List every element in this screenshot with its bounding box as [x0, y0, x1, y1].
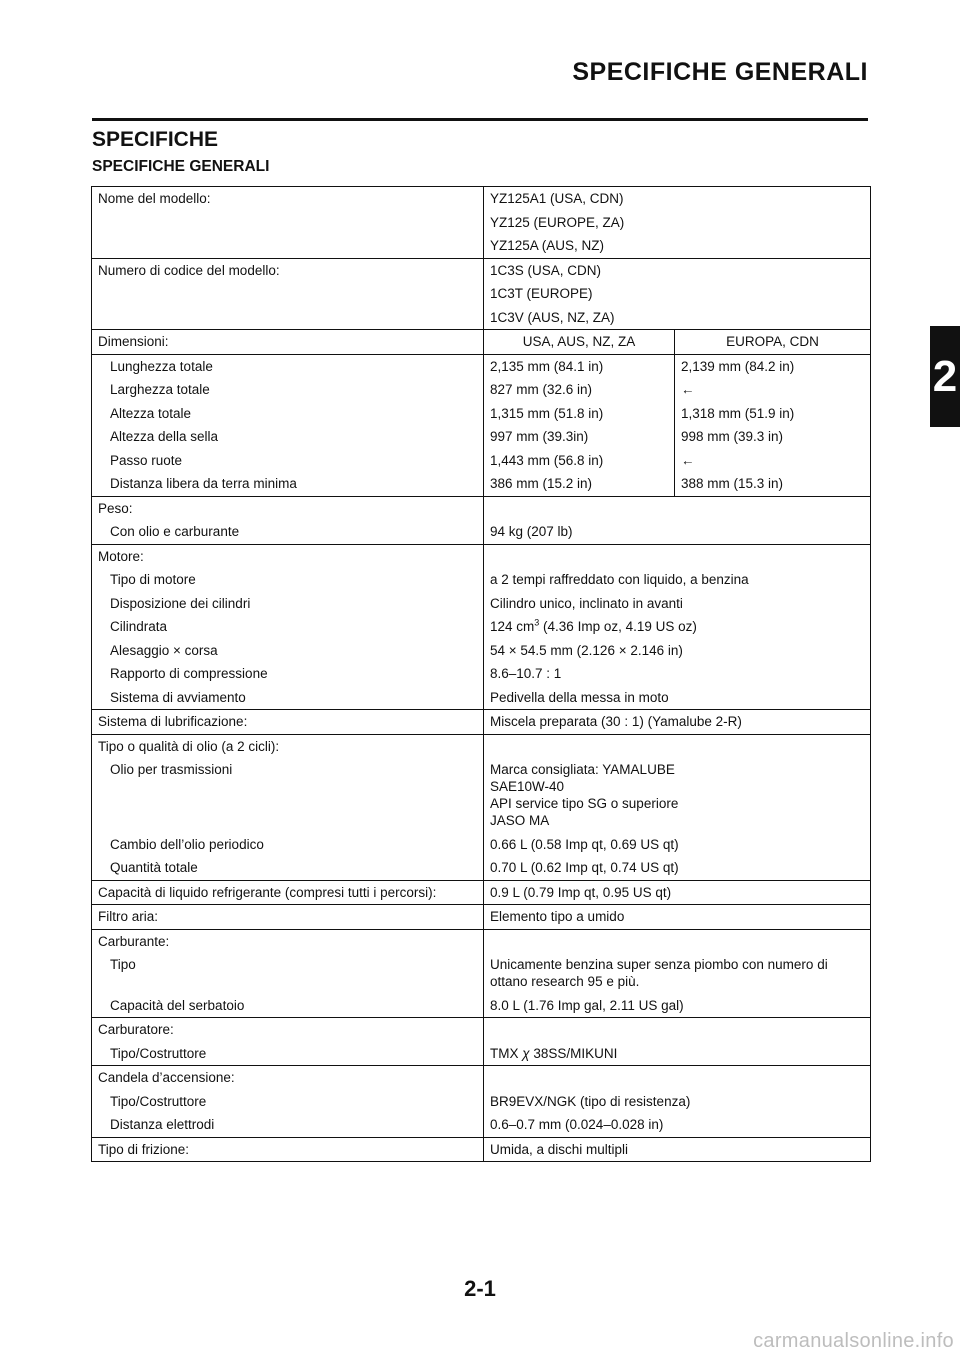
spec-sublabel: Tipo/Costruttore [92, 1090, 484, 1114]
spec-value: 8.0 L (1.76 Imp gal, 2.11 US gal) [484, 994, 871, 1018]
table-row [92, 710, 871, 735]
table-row [92, 856, 871, 880]
spec-sublabel: Lunghezza totale [92, 354, 484, 378]
spec-value [484, 953, 871, 994]
spec-value: 386 mm (15.2 in) [484, 472, 675, 496]
spec-value [484, 1042, 871, 1066]
spec-value: BR9EVX/NGK (tipo di resistenza) [484, 1090, 871, 1114]
table-row [92, 639, 871, 663]
spec-value: YZ125 (EUROPE, ZA) [484, 211, 871, 235]
spec-sublabel: Larghezza totale [92, 378, 484, 402]
dimensions-col-b-header: EUROPA, CDN [675, 330, 871, 355]
watermark: carmanualsonline.info [753, 1330, 954, 1352]
spec-value: 94 kg (207 lb) [484, 520, 871, 544]
table-row [92, 734, 871, 758]
spec-sublabel: Con olio e carburante [92, 520, 484, 544]
carburetor-greek: χ [522, 1045, 530, 1061]
spec-sublabel: Alesaggio × corsa [92, 639, 484, 663]
spec-value: 1C3V (AUS, NZ, ZA) [484, 306, 871, 330]
spec-label: Capacità di liquido refrigerante (compresi tutti i percorsi): [92, 880, 484, 905]
spec-value: Cilindro unico, inclinato in avanti [484, 592, 871, 616]
spec-value: ← [675, 378, 871, 402]
spec-label: Filtro aria: [92, 905, 484, 930]
table-row [92, 258, 871, 282]
table-row [92, 758, 871, 833]
spec-value [484, 758, 871, 833]
table-row [92, 330, 871, 355]
spec-sublabel: Altezza totale [92, 402, 484, 426]
dimensions-col-a-header: USA, AUS, NZ, ZA [484, 330, 675, 355]
spec-label: Carburante: [92, 929, 484, 953]
spec-sublabel: Capacità del serbatoio [92, 994, 484, 1018]
oil-line: API service tipo SG o superiore [490, 796, 679, 811]
spec-sublabel: Altezza della sella [92, 425, 484, 449]
spec-label: Motore: [92, 544, 484, 568]
section-subtitle: SPECIFICHE GENERALI [92, 158, 270, 175]
header-title: SPECIFICHE GENERALI [572, 58, 868, 86]
spec-value: YZ125A (AUS, NZ) [484, 234, 871, 258]
spec-label: Tipo o qualità di olio (a 2 cicli): [92, 734, 484, 758]
displacement-superscript: 3 [534, 617, 540, 628]
spec-label: Tipo di frizione: [92, 1137, 484, 1162]
table-row [92, 615, 871, 639]
table-row [92, 496, 871, 520]
table-row [92, 1066, 871, 1090]
spec-sublabel: Rapporto di compressione [92, 662, 484, 686]
table-row [92, 662, 871, 686]
carburetor-value-suffix: 38SS/MIKUNI [529, 1045, 618, 1061]
spec-label: Peso: [92, 496, 484, 520]
table-row [92, 402, 871, 426]
section-title: SPECIFICHE [92, 128, 219, 151]
spec-value: 2,139 mm (84.2 in) [675, 354, 871, 378]
table-row [92, 425, 871, 449]
table-row [92, 449, 871, 473]
table-row [92, 1113, 871, 1137]
header-rule [92, 118, 868, 121]
spec-value: 827 mm (32.6 in) [484, 378, 675, 402]
table-row [92, 953, 871, 994]
spec-value: ← [675, 449, 871, 473]
table-row [92, 520, 871, 544]
spec-value: Miscela preparata (30 : 1) (Yamalube 2-R) [484, 710, 871, 735]
spec-value: 1,443 mm (56.8 in) [484, 449, 675, 473]
spec-value: 0.66 L (0.58 Imp qt, 0.69 US qt) [484, 833, 871, 857]
table-row [92, 211, 871, 235]
spec-value: 1C3T (EUROPE) [484, 282, 871, 306]
spec-value: 997 mm (39.3in) [484, 425, 675, 449]
spec-sublabel: Disposizione dei cilindri [92, 592, 484, 616]
spec-label: Sistema di lubrificazione: [92, 710, 484, 735]
spec-sublabel: Sistema di avviamento [92, 686, 484, 710]
spec-label: Nome del modello: [92, 187, 484, 211]
spec-value: Elemento tipo a umido [484, 905, 871, 930]
spec-table [91, 186, 871, 1162]
spec-sublabel: Tipo di motore [92, 568, 484, 592]
table-row [92, 880, 871, 905]
table-row [92, 905, 871, 930]
spec-sublabel: Tipo [92, 953, 484, 994]
table-row [92, 929, 871, 953]
oil-line: SAE10W-40 [490, 779, 565, 794]
spec-label: Dimensioni: [92, 330, 484, 355]
table-row [92, 568, 871, 592]
displacement-value: 124 cm [490, 619, 535, 634]
spec-value: 1C3S (USA, CDN) [484, 258, 871, 282]
spec-value: 998 mm (39.3 in) [675, 425, 871, 449]
table-row [92, 306, 871, 330]
spec-sublabel: Distanza elettrodi [92, 1113, 484, 1137]
spec-value: 0.6–0.7 mm (0.024–0.028 in) [484, 1113, 871, 1137]
spec-value: 388 mm (15.3 in) [675, 472, 871, 496]
spec-value: 1,315 mm (51.8 in) [484, 402, 675, 426]
displacement-value-suffix: (4.36 Imp oz, 4.19 US oz) [539, 619, 697, 634]
spec-sublabel: Cambio dell’olio periodico [92, 833, 484, 857]
spec-sublabel: Distanza libera da terra minima [92, 472, 484, 496]
spec-label: Carburatore: [92, 1018, 484, 1042]
spec-label: Candela d’accensione: [92, 1066, 484, 1090]
chapter-tab: 2 [930, 326, 960, 427]
spec-value [484, 615, 871, 639]
spec-sublabel: Olio per trasmissioni [92, 758, 484, 833]
table-row [92, 544, 871, 568]
spec-sublabel: Tipo/Costruttore [92, 1042, 484, 1066]
table-row [92, 187, 871, 211]
oil-line: JASO MA [490, 813, 550, 828]
spec-value: a 2 tempi raffreddato con liquido, a benzina [484, 568, 871, 592]
spec-value: Pedivella della messa in moto [484, 686, 871, 710]
spec-value: 1,318 mm (51.9 in) [675, 402, 871, 426]
table-row [92, 1018, 871, 1042]
spec-sublabel: Quantità totale [92, 856, 484, 880]
spec-value: 54 × 54.5 mm (2.126 × 2.146 in) [484, 639, 871, 663]
spec-value: 2,135 mm (84.1 in) [484, 354, 675, 378]
table-row [92, 472, 871, 496]
page-number: 2-1 [464, 1276, 496, 1301]
table-row [92, 994, 871, 1018]
spec-label: Numero di codice del modello: [92, 258, 484, 282]
table-row [92, 1090, 871, 1114]
spec-sublabel: Passo ruote [92, 449, 484, 473]
table-row [92, 833, 871, 857]
table-row [92, 282, 871, 306]
spec-value: 0.9 L (0.79 Imp qt, 0.95 US qt) [484, 880, 871, 905]
table-row [92, 1137, 871, 1162]
spec-value: 0.70 L (0.62 Imp qt, 0.74 US qt) [484, 856, 871, 880]
spec-value: 8.6–10.7 : 1 [484, 662, 871, 686]
spec-value: YZ125A1 (USA, CDN) [484, 187, 871, 211]
table-row [92, 686, 871, 710]
table-row [92, 1042, 871, 1066]
table-row [92, 354, 871, 378]
carburetor-value: TMX [490, 1045, 523, 1061]
table-row [92, 234, 871, 258]
spec-value: Umida, a dischi multipli [484, 1137, 871, 1162]
fuel-type-line: Unicamente benzina super senza piombo con numero di [490, 957, 828, 972]
spec-sublabel: Cilindrata [92, 615, 484, 639]
table-row [92, 592, 871, 616]
oil-line: Marca consigliata: YAMALUBE [490, 762, 675, 777]
fuel-type-line: ottano research 95 e più. [490, 974, 640, 989]
table-row [92, 378, 871, 402]
